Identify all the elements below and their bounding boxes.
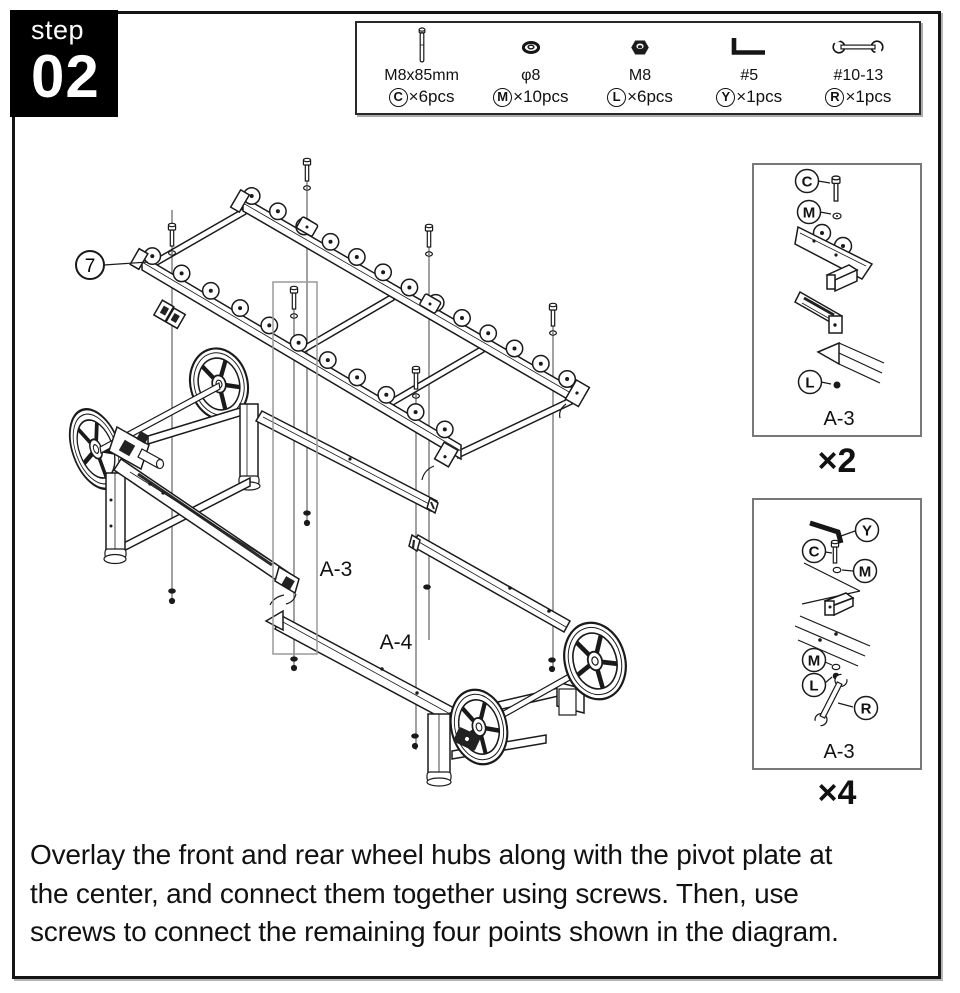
inset-a3-x2-drawing — [754, 165, 920, 435]
part-qty — [607, 86, 673, 108]
part-item-allen-key — [695, 27, 804, 111]
part-spec: φ8 — [521, 67, 541, 84]
part-spec: M8x85mm — [384, 67, 459, 84]
inset-a3-x4 — [752, 498, 922, 770]
code-M: M — [802, 204, 816, 222]
label-a4: A-4 — [379, 631, 413, 654]
rear-wheel-assembly — [256, 411, 635, 786]
step-badge — [10, 10, 118, 117]
instruction-line-1: Overlay the front and rear wheel hubs along with the pivot plate at — [30, 839, 833, 870]
nut-icon — [630, 27, 650, 67]
qty-text: ×10pcs — [513, 87, 569, 106]
inset2-multiplier: ×4 — [817, 774, 857, 812]
wrench-icon — [829, 27, 887, 67]
bolt-icon — [414, 27, 430, 67]
part-qty — [389, 86, 455, 108]
code-M2: M — [807, 652, 821, 670]
parts-list-box — [355, 21, 921, 115]
instruction-line-2: the center, and connect them together using screws. Then, use — [30, 877, 799, 909]
label-a3: A-3 — [319, 558, 353, 581]
code-C: C — [801, 173, 813, 191]
step-number: 02 — [31, 43, 100, 110]
inset1-multiplier: ×2 — [817, 442, 857, 480]
part-item-nut — [585, 27, 694, 111]
code-circle-L: L — [607, 88, 626, 107]
code-M1: M — [858, 563, 872, 581]
part-qty — [716, 86, 782, 108]
inset-a3-x2 — [752, 163, 922, 437]
code-circle-Y: Y — [716, 88, 735, 107]
front-wheel-assembly — [60, 342, 299, 605]
part-spec: M8 — [628, 67, 652, 84]
code-C: C — [808, 543, 820, 561]
qty-text: ×6pcs — [408, 87, 455, 106]
qty-text: ×6pcs — [627, 87, 673, 106]
instruction-line-3: screws to connect the remaining four points shown in the diagram. — [30, 916, 839, 947]
code-circle-C: C — [389, 88, 408, 107]
part-spec: #5 — [740, 67, 759, 84]
step-label: step — [31, 15, 85, 45]
inset1-label: A-3 — [823, 408, 855, 430]
part-qty — [825, 86, 891, 108]
code-circle-R: R — [825, 88, 844, 107]
instruction-text — [30, 836, 935, 952]
part-item-wrench — [804, 27, 913, 111]
inset2-label: A-3 — [823, 741, 855, 763]
code-Y: Y — [861, 522, 873, 540]
roller-rail-frame — [130, 188, 589, 480]
inset-a3-x4-drawing — [754, 500, 920, 768]
code-L: L — [809, 677, 819, 695]
part-qty — [493, 86, 568, 108]
allen-key-icon — [729, 27, 769, 67]
code-L: L — [805, 374, 815, 392]
qty-text: ×1pcs — [736, 87, 783, 106]
part-7-callout: 7 — [84, 256, 96, 277]
part-item-washer — [476, 27, 585, 111]
washer-icon — [520, 27, 542, 67]
code-circle-M: M — [493, 88, 512, 107]
code-R: R — [860, 700, 872, 718]
part-spec: #10-13 — [833, 67, 884, 84]
part-item-bolt — [367, 27, 476, 111]
qty-text: ×1pcs — [845, 87, 892, 106]
